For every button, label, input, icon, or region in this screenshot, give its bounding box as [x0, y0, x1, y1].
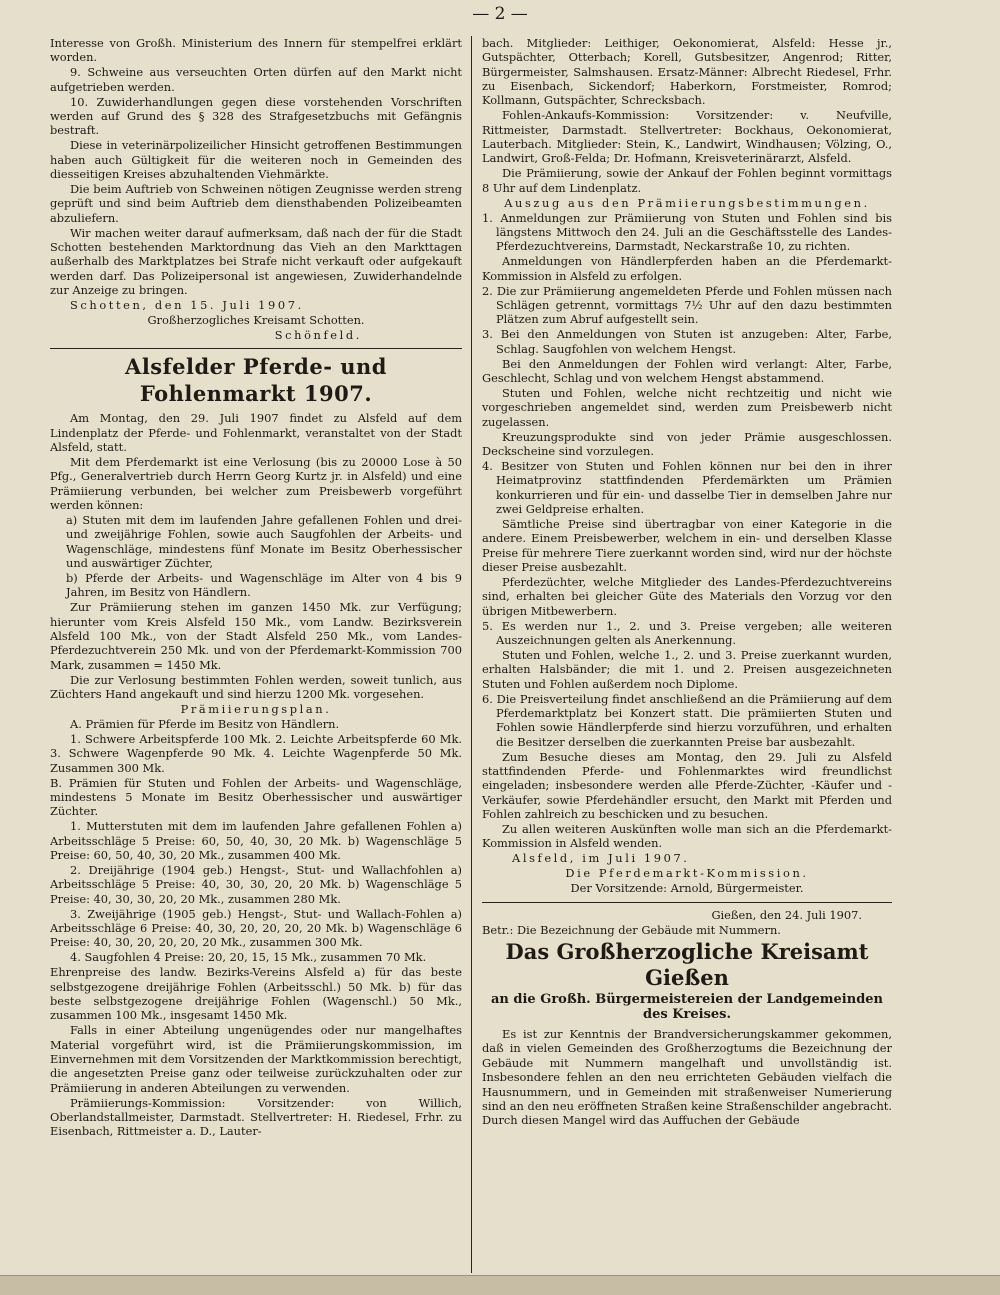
- signature-name: Schönfeld.: [274, 327, 362, 342]
- paragraph: 1. Mutterstuten mit dem im laufenden Jahre gefallenen Fohlen a) Arbeitsschläge 5 Preise: 60, 50, 40, 30, 20 Mk. b) Wagenschläge 5 Preise: 60, 50, 40, 30, 20 Mk., zusammen 400 Mk.: [50, 819, 462, 862]
- list-item: b) Pferde der Arbeits- und Wagenschläge im Alter von 4 bis 9 Jahren, im Besitz von Händlern.: [66, 570, 462, 600]
- paragraph: B. Prämien für Stuten und Fohlen der Arbeits- und Wagenschläge, mindestens 5 Monate im Besitz Oberhessischer und auswärtiger Züchter.: [50, 775, 462, 819]
- list-item: 5. Es werden nur 1., 2. und 3. Preise vergeben; alle weiteren Auszeichnungen gelten als Anerkennung.: [482, 618, 892, 648]
- list-item: 1. Anmeldungen zur Prämiierung von Stuten und Fohlen sind bis längstens Mittwoch den 24. Juli an die Geschäftsstelle des Landes-Pferdezuchtvereins, Darmstadt, Neckarstraße 10, zu richten.: [482, 210, 892, 254]
- left-column: [50, 36, 462, 1273]
- paragraph: Interesse von Großh. Ministerium des Innern für stempelfrei erklärt worden.: [50, 36, 462, 65]
- list-item: 3. Bei den Anmeldungen von Stuten ist anzugeben: Alter, Farbe, Schlag. Saugfohlen von welchem Hengst.: [482, 327, 892, 356]
- subject-line: Betr.: Die Bezeichnung der Gebäude mit Nummern.: [482, 922, 781, 937]
- paragraph: A. Prämien für Pferde im Besitz von Händlern.: [70, 716, 340, 731]
- paragraph: Bei den Anmeldungen der Fohlen wird verlangt: Alter, Farbe, Geschlecht, Schlag und von welchem Hengst abstammend.: [482, 356, 892, 386]
- paragraph: Zur Prämiierung stehen im ganzen 1450 Mk. zur Verfügung; hierunter vom Kreis Alsfeld 150 Mk., vom Landw. Bezirksverein Alsfeld 100 Mk., von der Stadt Alsfeld 250 Mk., vom Landes-Pferdezuchtverein 250 Mk. und von der Pferdemarkt-Kommission 700 Mark, zusammen = 1450 Mk.: [50, 600, 462, 672]
- paragraph: Zu allen weiteren Auskünften wolle man sich an die Pferdemarkt-Kommission in Alsfeld wenden.: [482, 822, 892, 851]
- signature-place: Schotten, den 15. Juli 1907.: [70, 298, 304, 313]
- next-page-edge: [0, 1275, 1000, 1295]
- section-subheading: an die Großh. Bürgermeistereien der Landgemeinden des Kreises.: [490, 991, 884, 1023]
- paragraph: 2. Dreijährige (1904 geb.) Hengst-, Stut- und Wallachfohlen a) Arbeitsschläge 5 Preise: 40, 30, 30, 20, 20 Mk. b) Wagenschläge 5 Preise: 40, 30, 30, 20, 20 Mk., zusammen 280 Mk.: [50, 862, 462, 906]
- list-item: 4. Besitzer von Stuten und Fohlen können nur bei den in ihrer Heimatprovinz stattfindenden Pferdemärkten um Prämien konkurrieren und für ein- und dasselbe Tier in demselben Jahre nur zwei Geldpreise erhalten.: [482, 458, 892, 517]
- signature-office: Großherzogliches Kreisamt Schotten.: [147, 312, 365, 327]
- paragraph: Sämtliche Preise sind übertragbar von einer Kategorie in die andere. Einem Preisbewerber, welchem in ein- und derselben Klasse Preise für mehrere Tiere zuerkannt worden sind, wird nur der höchste dieser Preise ausbezahlt.: [482, 516, 892, 575]
- paragraph: 9. Schweine aus verseuchten Orten dürfen auf den Markt nicht aufgetrieben werden.: [50, 65, 462, 94]
- paragraph: Ehrenpreise des landw. Bezirks-Vereins Alsfeld a) für das beste selbstgezogene dreijährige Fohlen (Arbeitsschl.) 50 Mk. b) für das beste selbstgezogene dreijährige Fohlen (Wagenschl.) 50 Mk., zusammen 100 Mk., insgesamt 1450 Mk.: [50, 965, 462, 1023]
- paragraph: Anmeldungen von Händlerpferden haben an die Pferdemarkt-Kommission in Alsfeld zu erfolgen.: [482, 254, 892, 283]
- dateline: Gießen, den 24. Juli 1907.: [711, 907, 862, 922]
- paragraph: Mit dem Pferdemarkt ist eine Verlosung (bis zu 20000 Lose à 50 Pfg., Generalvertrieb durch Herrn Georg Kurtz jr. in Alsfeld) und eine Prämiierung verbunden, bei welcher zum Preisbewerb vorgeführt werden können:: [50, 454, 462, 512]
- paragraph: 4. Saugfohlen 4 Preise: 20, 20, 15, 15 Mk., zusammen 70 Mk.: [70, 950, 427, 965]
- paragraph: bach. Mitglieder: Leithiger, Oekonomierat, Alsfeld: Hesse jr., Gutspächter, Otterbach; Korell, Gutsbesitzer, Angenrod; Ritter, Bürgermeister, Salmshausen. Ersatz-Männer: Albrecht Riedesel, Frhr. zu Eisenbach, Sickendorf; Haberkorn, Forstmeister, Romrod; Kollmann, Gutspächter, Schrecksbach.: [482, 36, 892, 108]
- paragraph: Kreuzungsprodukte sind von jeder Prämie ausgeschlossen. Deckscheine sind vorzulegen.: [482, 429, 892, 458]
- paragraph: Die Prämiierung, sowie der Ankauf der Fohlen beginnt vormittags 8 Uhr auf dem Lindenplatz.: [482, 166, 892, 195]
- subheading: Prämiierungsplan.: [180, 701, 332, 716]
- subheading: Auszug aus den Prämiierungsbestimmungen.: [504, 195, 870, 210]
- paragraph: 10. Zuwiderhandlungen gegen diese vorstehenden Vorschriften werden auf Grund des § 328 des Strafgesetzbuchs mit Gefängnis bestraft.: [50, 94, 462, 138]
- section-divider: [50, 348, 462, 349]
- paragraph: Prämiierungs-Kommission: Vorsitzender: von Willich, Oberlandstallmeister, Darmstadt. Stellvertreter: H. Riedesel, Frhr. zu Eisenbach, Rittmeister a. D., Lauter-: [50, 1095, 462, 1139]
- paragraph: Diese in veterinärpolizeilicher Hinsicht getroffenen Bestimmungen haben auch Gültigkeit für die weiteren noch in Gemeinden des diesseitigen Kreises abzuhaltenden Viehmärkte.: [50, 138, 462, 182]
- paragraph: Pferdezüchter, welche Mitglieder des Landes-Pferdezuchtvereins sind, erhalten bei gleicher Güte des Materials den Vorzug vor den übrigen Mitbewerbern.: [482, 575, 892, 618]
- signature-commission: Die Pferdemarkt-Kommission.: [565, 866, 809, 881]
- list-item: a) Stuten mit dem im laufenden Jahre gefallenen Fohlen und drei- und zweijährige Fohlen, sowie auch Saugfohlen der Arbeits- und Wagenschläge, mindestens fünf Monate im Besitz Oberhessischer und auswärtiger Züchter,: [66, 512, 462, 570]
- paragraph: 1. Schwere Arbeitspferde 100 Mk. 2. Leichte Arbeitspferde 60 Mk. 3. Schwere Wagenpferde 90 Mk. 4. Leichte Wagenpferde 50 Mk. Zusammen 300 Mk.: [50, 731, 462, 775]
- right-column: [482, 36, 892, 1273]
- paragraph: Die beim Auftrieb von Schweinen nötigen Zeugnisse werden streng geprüft und sind beim Auftrieb dem diensthabenden Polizeibeamten abzuliefern.: [50, 181, 462, 225]
- paragraph: Stuten und Fohlen, welche nicht rechtzeitig und nicht wie vorgeschrieben angemeldet sind, werden zum Preisbewerb nicht zugelassen.: [482, 385, 892, 429]
- section-heading: Das Großherzogliche Kreisamt Gießen: [505, 938, 869, 991]
- paragraph: Wir machen weiter darauf aufmerksam, daß nach der für die Stadt Schotten bestehenden Marktordnung das Vieh an den Markttagen außerhalb des Marktplatzes bei Strafe nicht verkauft oder aufgekauft werden darf. Das Polizeipersonal ist angewiesen, Zuwiderhandelnde zur Anzeige zu bringen.: [50, 225, 462, 298]
- paragraph: Die zur Verlosung bestimmten Fohlen werden, soweit tunlich, aus Züchters Hand angekauft und sind hierzu 1200 Mk. vorgesehen.: [50, 672, 462, 701]
- paragraph: Zum Besuche dieses am Montag, den 29. Juli zu Alsfeld stattfindenden Pferde- und Fohlenmarktes wird freundlichst eingeladen; insbesondere werden alle Pferde-Züchter, -Käufer und -Verkäufer, sowie Pferdehändler ersucht, den Markt mit Pferden und Fohlen zahlreich zu beschicken und zu besuchen.: [482, 749, 892, 822]
- section-divider: [482, 902, 892, 903]
- paragraph: Falls in einer Abteilung ungenügendes oder nur mangelhaftes Material vorgeführt wird, ist die Prämiierungskommission, im Einvernehmen mit dem Vorsitzenden der Marktkommission berechtigt, die angesetzten Preise ganz oder teilweise zurückzuhalten oder zur Prämiierung in anderen Abteilungen zu verwenden.: [50, 1023, 462, 1095]
- column-divider: [471, 36, 472, 1273]
- paragraph: Stuten und Fohlen, welche 1., 2. und 3. Preise zuerkannt wurden, erhalten Halsbänder; die mit 1. und 2. Preisen ausgezeichneten Stuten und Fohlen außerdem noch Diplome.: [482, 648, 892, 691]
- list-item: 6. Die Preisverteilung findet anschließend an die Prämiierung auf dem Pferdemarktplatz bei Konzert statt. Die prämiierten Stuten und Fohlen sowie Händlerpferde sind hierzu vorzuführen, und erhalten die Besitzer derselben die zuerkannten Preise bar ausbezahlt.: [482, 691, 892, 749]
- paragraph: Am Montag, den 29. Juli 1907 findet zu Alsfeld auf dem Lindenplatz der Pferde- und Fohlenmarkt, veranstaltet von der Stadt Alsfeld, statt.: [50, 411, 462, 454]
- list-item: 2. Die zur Prämiierung angemeldeten Pferde und Fohlen müssen nach Schlägen getrennt, vormittags 7½ Uhr auf den dazu bestimmten Plätzen zum Abruf aufgestellt sein.: [482, 283, 892, 327]
- page-number: — 2 —: [472, 4, 528, 24]
- paragraph: Fohlen-Ankaufs-Kommission: Vorsitzender: v. Neufville, Rittmeister, Darmstadt. Stellvertreter: Bockhaus, Oekonomierat, Lauterbach. Mitglieder: Stein, K., Landwirt, Windhausen; Völzing, O., Landwirt, Groß-Felda; Dr. Hofmann, Kreisveterinärarzt, Alsfeld.: [482, 108, 892, 166]
- signature-chair: Der Vorsitzende: Arnold, Bürgermeister.: [570, 881, 804, 896]
- paragraph: 3. Zweijährige (1905 geb.) Hengst-, Stut- und Wallach-Fohlen a) Arbeitsschläge 6 Preise: 40, 30, 20, 20, 20, 20 Mk. b) Wagenschläge 6 Preise: 40, 30, 20, 20, 20, 20 Mk., zusammen 300 Mk.: [50, 906, 462, 950]
- signature-place: Alsfeld, im Juli 1907.: [512, 851, 690, 866]
- section-heading: Alsfelder Pferde- und Fohlenmarkt 1907.: [125, 354, 387, 406]
- paragraph: Es ist zur Kenntnis der Brandversicherungskammer gekommen, daß in vielen Gemeinden des Großherzogtums die Bezeichnung der Gebäude mit Nummern mangelhaft und unvollständig ist. Insbesondere fehlen an den neu errichteten Gebäuden vielfach die Hausnummern, und in Gemeinden mit straßenweiser Numerierung sind an den neu eröffneten Straßen keine Straßenschilder angebracht. Durch diesen Mangel wird das Auffuchen der Gebäude: [482, 1027, 892, 1128]
